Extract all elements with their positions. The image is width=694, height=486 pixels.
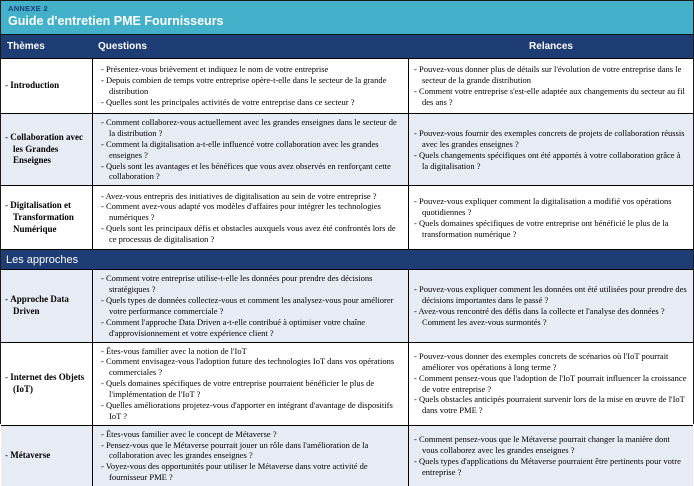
theme-label: - Internet des Objets (IoT) [5, 372, 90, 395]
theme-label: - Digitalisation et Transformation Numérique [5, 200, 90, 235]
question-item: - Comment collaborez-vous actuellement avec les grandes enseignes dans le secteur de la distribution ? [101, 117, 400, 139]
relance-item: - Pouvez-vous donner plus de détails sur l'évolution de votre entreprise dans le secteur de la grande distribution [414, 64, 687, 86]
question-item: - Quels types de données collectez-vous et comment les analysez-vous pour améliorer votre performance commerciale ? [101, 295, 400, 317]
question-item: - Comment la digitalisation a-t-elle influencé votre collaboration avec les grandes enseignes ? [101, 139, 400, 161]
table-body [1, 58, 693, 486]
banner [1, 1, 693, 35]
theme-cell [1, 59, 93, 113]
relance-item: - Quels obstacles anticipés pourraient survenir lors de la mise en œuvre de l'IoT dans votre PME ? [414, 394, 687, 416]
relance-item: - Pouvez-vous expliquer comment la digitalisation a modifié vos opérations quotidiennes ? [414, 196, 687, 218]
relance-item: - Comment pensez-vous que le Métaverse pourrait changer la manière dont vous collaborez avec les grandes enseignes ? [414, 434, 687, 456]
theme-label: - Collaboration avec les Grandes Enseignes [5, 132, 90, 167]
question-item: - Avez-vous entrepris des initiatives de digitalisation au sein de votre entreprise ? [101, 191, 400, 202]
questions-cell [93, 186, 409, 249]
relances-cell [409, 114, 693, 185]
table-header-row [1, 35, 693, 58]
theme-cell [1, 114, 93, 185]
questions-cell [93, 59, 409, 113]
theme-label: - Approche Data Driven [5, 294, 90, 317]
question-item: - Depuis combien de temps votre entreprise opère-t-elle dans le secteur de la grande distribution [101, 75, 400, 97]
relance-item: - Pouvez-vous donner des exemples concrets de scénarios où l'IoT pourrait améliorer vos opérations à long terme ? [414, 351, 687, 373]
questions-cell [93, 114, 409, 185]
table-row [1, 342, 693, 425]
relances-cell [409, 270, 693, 341]
relance-item: - Quels changements spécifiques ont été apportés à votre collaboration grâce à la digitalisation ? [414, 150, 687, 172]
question-item: - Êtes-vous familier avec la notion de l'IoT [101, 346, 400, 357]
relance-item: - Quels types d'applications du Métaverse pourraient être pertinents pour votre entreprise ? [414, 456, 687, 478]
theme-cell [1, 343, 93, 425]
table-row [1, 269, 693, 341]
questions-cell [93, 270, 409, 341]
column-header-themes: Thèmes [7, 41, 45, 52]
relances-cell [409, 343, 693, 425]
question-item: - Êtes-vous familier avec le concept de Métaverse ? [101, 429, 400, 440]
relances-cell [409, 186, 693, 249]
theme-label: - Métaverse [5, 450, 90, 462]
question-item: - Comment votre entreprise utilise-t-elle les données pour prendre des décisions stratégiques ? [101, 273, 400, 295]
question-item: - Quels domaines spécifiques de votre entreprise pourraient bénéficier le plus de l'implémentation de l'IoT ? [101, 378, 400, 400]
theme-label: - Introduction [5, 80, 90, 92]
theme-cell [1, 186, 93, 249]
question-item: - Comment avez-vous adapté vos modèles d'affaires pour intégrer les technologies numériques ? [101, 201, 400, 223]
table-row [1, 58, 693, 113]
page-title: Guide d'entretien PME Fournisseurs [8, 14, 224, 28]
question-item: - Quels sont les principaux défis et obstacles auxquels vous avez été confrontés lors de ce processus de digitalisation ? [101, 223, 400, 245]
question-item: - Pensez-vous que le Métaverse pourrait jouer un rôle dans l'amélioration de la collaboration avec les grandes enseignes ? [101, 440, 400, 462]
question-item: - Quelles sont les principales activités de votre entreprise dans ce secteur ? [101, 97, 400, 108]
question-item: - Présentez-vous brièvement et indiquez le nom de votre entreprise [101, 64, 400, 75]
column-header-questions: Questions [98, 41, 147, 52]
table-row [1, 425, 693, 486]
relance-item: - Quels domaines spécifiques de votre entreprise ont bénéficié le plus de la transformation numérique ? [414, 218, 687, 240]
relance-item: - Pouvez-vous fournir des exemples concrets de projets de collaboration réussis avec les grandes enseignes ? [414, 128, 687, 150]
table-row [1, 113, 693, 185]
relances-cell [409, 59, 693, 113]
relance-item: - Comment pensez-vous que l'adoption de l'IoT pourrait influencer la croissance de votre entreprise ? [414, 373, 687, 395]
relance-item: - Pouvez-vous expliquer comment les données ont été utilisées pour prendre des décisions importantes dans le passé ? [414, 284, 687, 306]
question-item: - Quelles améliorations projetez-vous d'apporter en intégrant d'avantage de dispositifs IoT ? [101, 400, 400, 422]
theme-cell [1, 270, 93, 341]
question-item: - Voyez-vous des opportunités pour utiliser le Métaverse dans votre activité de fournisseur PME ? [101, 461, 400, 483]
relance-item: - Avez-vous rencontré des défis dans la collecte et l'analyse des données ? Comment les avez-vous surmontés ? [414, 306, 687, 328]
annexe-label: ANNEXE 2 [8, 4, 48, 13]
questions-cell [93, 343, 409, 425]
questions-cell [93, 426, 409, 486]
section-header-les-approches: Les approches [1, 249, 693, 269]
table-row [1, 185, 693, 249]
column-header-relances: Relances [529, 41, 573, 52]
question-item: - Comment envisagez-vous l'adoption future des technologies IoT dans vos opérations commerciales ? [101, 356, 400, 378]
relance-item: - Comment votre entreprise s'est-elle adaptée aux changements du secteur au fil des ans ? [414, 86, 687, 108]
question-item: - Comment l'approche Data Driven a-t-elle contribué à optimiser votre chaîne d'approvisionnement et votre expérience client ? [101, 317, 400, 339]
theme-cell [1, 426, 93, 486]
relances-cell [409, 426, 693, 486]
question-item: - Quels sont les avantages et les bénéfices que vous avez observés en renforçant cette collaboration ? [101, 161, 400, 183]
